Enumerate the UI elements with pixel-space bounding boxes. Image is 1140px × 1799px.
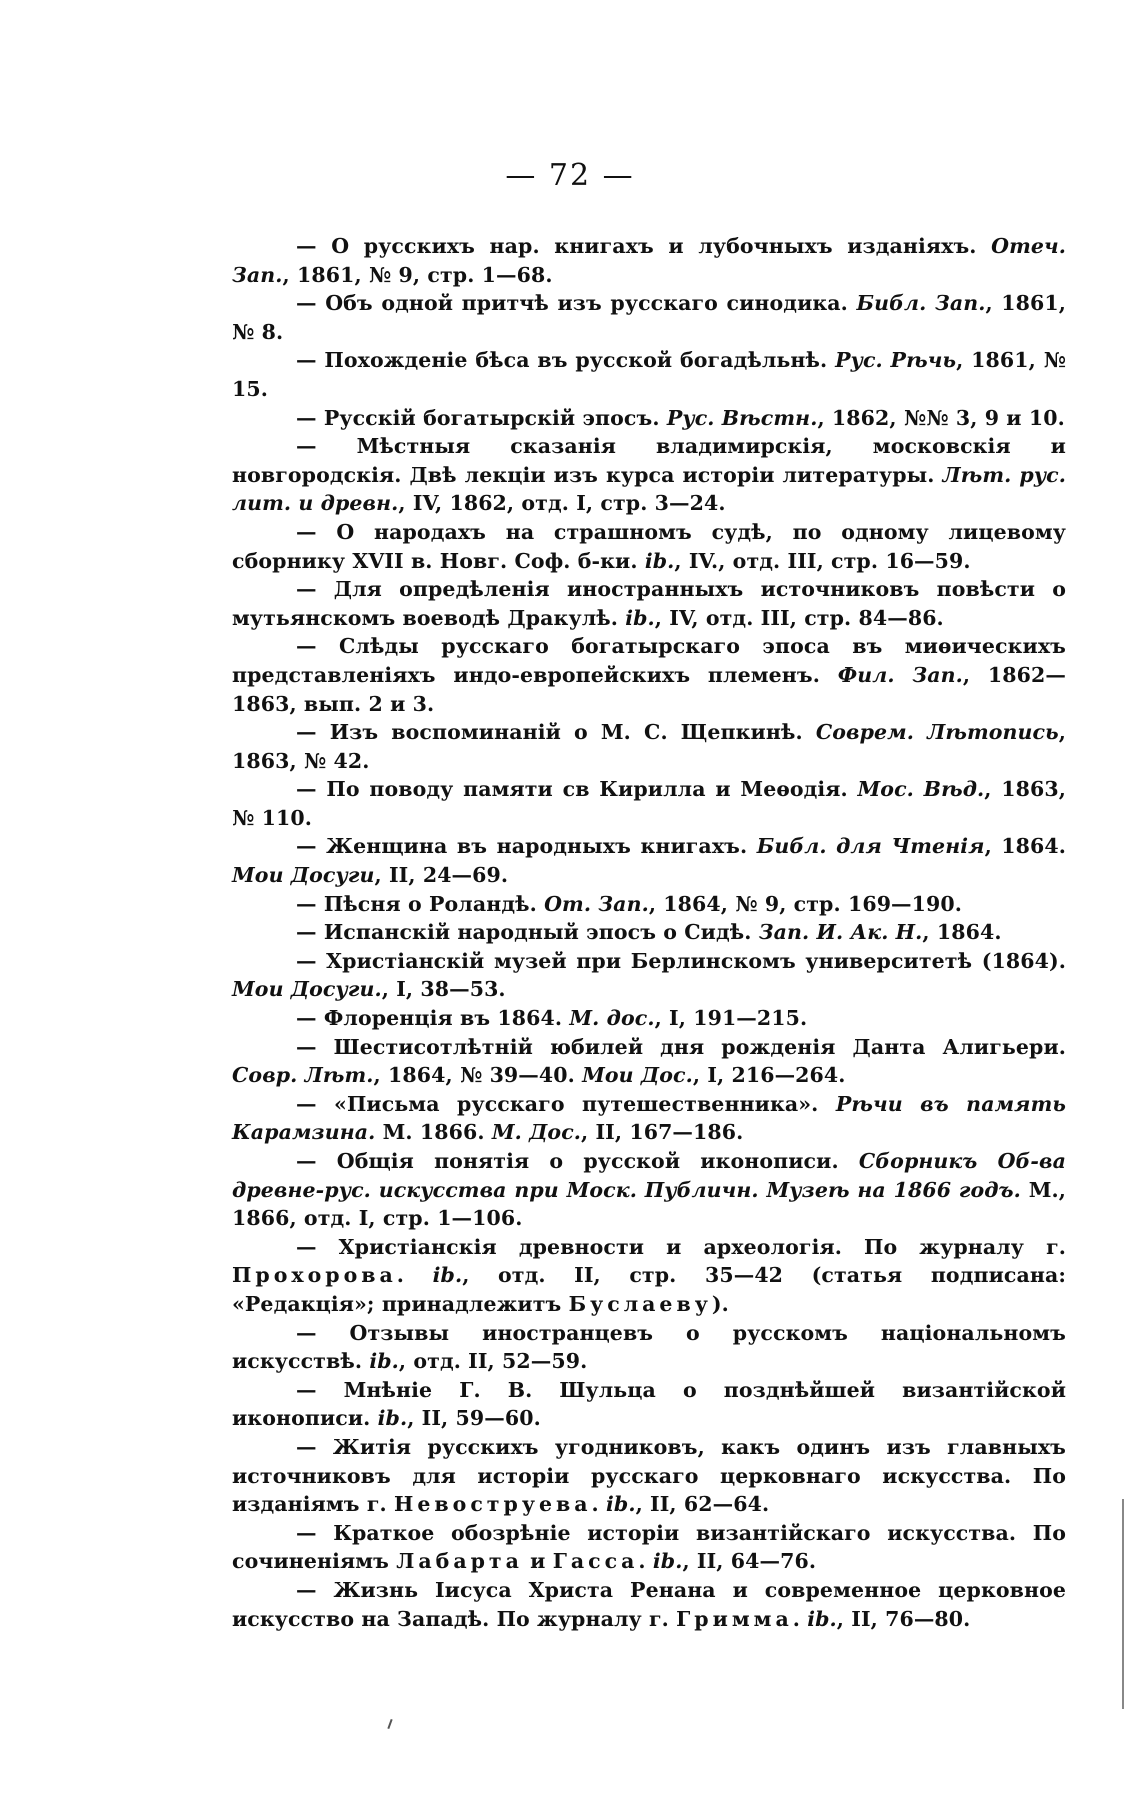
bibliography-entry: [232, 890, 1066, 919]
bibliography-entry: [232, 432, 1066, 518]
entry-source-italic: ib.: [625, 605, 655, 630]
entry-text: , 1864, № 39—40.: [373, 1063, 583, 1088]
entry-text: — «Письма русскаго путешественника».: [296, 1091, 836, 1116]
entry-text: — Похожденіе бѣса въ русской богадѣльнѣ.: [296, 348, 836, 373]
entry-text: — Жизнь Іисуса Христа Ренана и современное церковное искусство на Западѣ. По журналу г.: [232, 1577, 1066, 1631]
bibliography-entry: [232, 775, 1066, 832]
entry-text: , отд. II, 52—59.: [398, 1349, 588, 1374]
entry-text: — Общія понятія о русской иконописи.: [296, 1149, 859, 1173]
bibliography-entry: [232, 947, 1066, 1004]
entry-text: М., 1866, отд. I, стр. 1—106.: [232, 1177, 1066, 1231]
entry-source-italic: ib.: [432, 1263, 463, 1288]
entry-name-spaced: Гримма: [676, 1606, 793, 1631]
bibliography-entry: [232, 1033, 1066, 1090]
entry-text: — Житія русскихъ угодниковъ, какъ одинъ изъ главныхъ источниковъ для исторіи русскаго церковнаго искусства. По изданіямъ г.: [232, 1434, 1066, 1517]
bibliography-entry: [232, 1147, 1066, 1233]
entry-text: .: [591, 1492, 607, 1517]
entry-text: , II, 62—64.: [635, 1492, 770, 1517]
bibliography-entry: [232, 632, 1066, 718]
entry-text: , 1861, № 15.: [232, 348, 1066, 401]
entry-text: , IV, отд. III, стр. 84—86.: [654, 605, 944, 630]
entry-text: , II, 24—69.: [374, 863, 509, 888]
bibliography-entry: [232, 1233, 1066, 1319]
entry-text: — Мнѣніе Г. В. Шульца о позднѣйшей византійской иконописи.: [232, 1377, 1066, 1431]
entry-name-spaced: Невоструева: [393, 1492, 592, 1517]
entry-text: и: [522, 1549, 553, 1574]
entry-text: , I, 191—215.: [654, 1006, 808, 1031]
entry-text: — Флоренція въ 1864.: [296, 1006, 570, 1031]
entry-source-italic: ib.: [377, 1406, 408, 1431]
entry-text: — Христіанскій музей при Берлинскомъ университетѣ (1864).: [296, 948, 1066, 973]
bibliography-entry: [232, 575, 1066, 632]
entry-source-italic: Мои Досуги.: [232, 977, 382, 1002]
entry-source-italic: От. Зап.: [544, 891, 649, 916]
bibliography-entry: [232, 289, 1066, 346]
entry-text: , I, 38—53.: [381, 977, 506, 1002]
entry-text: , 1861, № 9, стр. 1—68.: [282, 262, 553, 287]
entry-source-italic: Совр. Лѣт.: [232, 1063, 374, 1088]
bibliography-entry: [232, 1319, 1066, 1376]
entry-source-italic: Отеч. Зап.: [232, 234, 1066, 287]
entry-source-italic: М. Дос.: [491, 1120, 582, 1145]
bibliography-entry: [232, 1576, 1066, 1633]
entry-text: , 1863, № 110.: [232, 777, 1066, 830]
entry-text: — По поводу памяти св Кирилла и Меѳодія.: [296, 777, 858, 802]
entry-source-italic: Библ. Зап.: [856, 291, 986, 316]
entry-text: .: [792, 1606, 808, 1631]
bibliography-entry: [232, 1433, 1066, 1519]
entry-name-spaced: Лабарта: [396, 1549, 523, 1574]
entry-source-italic: Библ. для Чтенія: [756, 834, 985, 859]
entry-text: , 1861, № 8.: [232, 291, 1066, 344]
entry-text: — Изъ воспоминаній о М. С. Щепкинѣ.: [296, 720, 816, 745]
entry-source-italic: Мои Дос.: [582, 1063, 693, 1088]
entry-source-italic: ib.: [807, 1606, 837, 1631]
entry-source-italic: Фил. Зап.: [837, 662, 963, 687]
entry-source-italic: М. дос.: [569, 1006, 655, 1031]
bibliography-entry: [232, 1090, 1066, 1147]
entry-text: М. 1866.: [375, 1120, 492, 1145]
entry-text: — Женщина въ народныхъ книгахъ.: [296, 834, 757, 859]
bibliography-entry: [232, 518, 1066, 575]
entry-text: — Пѣсня о Роландѣ.: [296, 891, 545, 916]
entry-text: , 1864, № 9, стр. 169—190.: [648, 891, 962, 916]
entry-text: .: [638, 1549, 653, 1574]
entry-text: ).: [711, 1291, 729, 1316]
entry-source-italic: ib.: [652, 1549, 683, 1574]
bibliography-entry: [232, 1376, 1066, 1433]
entry-text: .: [396, 1263, 433, 1288]
bibliography-entry: [232, 232, 1066, 289]
bibliography-entry: [232, 718, 1066, 775]
entry-text: , IV., отд. III, стр. 16—59.: [674, 548, 971, 573]
entry-text: , 1863, № 42.: [232, 720, 1066, 773]
bibliography-entry: [232, 832, 1066, 889]
bibliography-entry: [232, 404, 1066, 433]
bibliography-list: [232, 232, 1066, 1633]
entry-source-italic: ib.: [644, 548, 675, 573]
entry-text: — О русскихъ нар. книгахъ и лубочныхъ изданіяхъ.: [296, 234, 992, 258]
entry-name-spaced: Гасса: [552, 1549, 639, 1574]
entry-text: , 1862, №№ 3, 9 и 10.: [817, 405, 1065, 430]
entry-text: , 1864.: [922, 920, 1002, 945]
entry-text: , отд. II, стр. 35—42 (статья подписана: «Редакція»; принадлежитъ: [232, 1263, 1066, 1316]
entry-text: — Отзывы иностранцевъ о русскомъ національномъ искусствѣ.: [232, 1320, 1066, 1374]
entry-text: — Слѣды русскаго богатырскаго эпоса въ миѳическихъ представленіяхъ индо-европейскихъ племенъ.: [232, 634, 1066, 687]
page-number: — 72 —: [505, 158, 635, 193]
entry-text: — Объ одной притчѣ изъ русскаго синодика.: [296, 291, 857, 316]
entry-text: — Русскій богатырскій эпосъ.: [296, 405, 667, 430]
entry-text: , II, 59—60.: [407, 1406, 541, 1431]
bibliography-entry: [232, 1519, 1066, 1576]
entry-text: — Мѣстныя сказанія владимирскія, московскія и новгородскія. Двѣ лекціи изъ курса исторіи литературы.: [232, 434, 1066, 487]
entry-text: — О народахъ на страшномъ судѣ, по одному лицевому сборнику XVII в. Новг. Соф. б-ки.: [232, 519, 1066, 573]
entry-source-italic: Мои Досуги: [232, 863, 375, 888]
entry-text: , I, 216—264.: [692, 1063, 846, 1088]
entry-text: — Для опредѣленія иностранныхъ источниковъ повѣсти о мутьянскомъ воеводѣ Дракулѣ.: [232, 577, 1066, 630]
entry-text: , II, 76—80.: [836, 1606, 971, 1631]
entry-text: — Христіанскія древности и археологія. По журналу г.: [296, 1234, 1066, 1259]
scan-edge-mark: [1122, 1499, 1124, 1709]
entry-text: , 1862—1863, вып. 2 и 3.: [232, 662, 1066, 716]
entry-text: , IV, 1862, отд. I, стр. 3—24.: [398, 491, 726, 516]
entry-source-italic: Лѣт. рус. лит. и древн.: [232, 462, 1066, 516]
entry-name-spaced: Прохорова: [232, 1263, 397, 1288]
entry-text: — Испанскій народный эпосъ о Сидѣ.: [296, 920, 759, 945]
entry-text: , II, 167—186.: [581, 1120, 744, 1145]
entry-source-italic: ib.: [606, 1492, 636, 1517]
entry-source-italic: ib.: [369, 1349, 399, 1374]
entry-source-italic: Рус. Рѣчь: [835, 348, 957, 373]
entry-source-italic: Рѣчи въ память Карамзина.: [232, 1091, 1066, 1145]
entry-text: — Краткое обозрѣніе исторіи византійскаго искусства. По сочиненіямъ: [232, 1520, 1066, 1574]
entry-text: — Шестисотлѣтній юбилей дня рожденія Данта Алигьери.: [296, 1034, 1066, 1059]
entry-source-italic: Зап. И. Ак. Н.: [758, 920, 923, 945]
entry-source-italic: Соврем. Лѣтопись: [815, 720, 1059, 745]
entry-text: , 1864.: [984, 834, 1066, 859]
entry-text: , II, 64—76.: [682, 1549, 817, 1574]
entry-source-italic: Мос. Вѣд.: [857, 777, 985, 802]
entry-source-italic: Сборникъ Об-ва древне-рус. искусства при Моск. Публичн. Музеѣ на 1866 годъ.: [232, 1149, 1066, 1202]
bibliography-entry: [232, 918, 1066, 947]
entry-name-spaced: Буслаеву: [568, 1291, 712, 1316]
entry-source-italic: Рус. Вѣстн.: [666, 405, 818, 430]
bibliography-entry: [232, 1004, 1066, 1033]
stray-ink-mark: [387, 1719, 392, 1729]
bibliography-entry: [232, 346, 1066, 403]
